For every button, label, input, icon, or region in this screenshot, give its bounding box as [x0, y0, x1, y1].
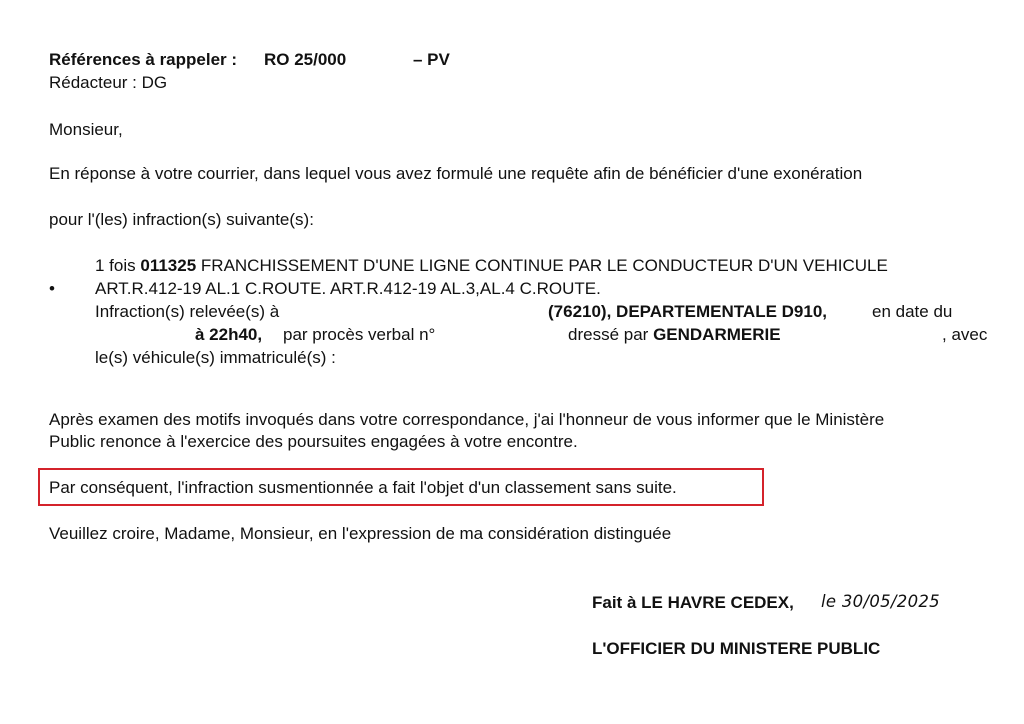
- infraction-authority: GENDARMERIE: [653, 325, 781, 344]
- infraction-line-1: [95, 256, 888, 276]
- pv-label: – PV: [413, 50, 450, 69]
- references-label: Références à rappeler :: [49, 50, 238, 69]
- infraction-pv-text: par procès verbal n°: [283, 325, 436, 344]
- infraction-vehicule: le(s) véhicule(s) immatriculé(s) :: [95, 348, 336, 367]
- signature-place: Fait à LE HAVRE CEDEX,: [592, 593, 794, 612]
- infraction-avec: , avec: [942, 325, 988, 344]
- closing-text: Veuillez croire, Madame, Monsieur, en l'expression de ma considération distinguée: [49, 524, 672, 543]
- consequence-text: Par conséquent, l'infraction susmentionnée a fait l'objet d'un classement sans suite.: [49, 478, 677, 497]
- infraction-description: FRANCHISSEMENT D'UNE LIGNE CONTINUE PAR LE CONDUCTEUR D'UN VEHICULE: [200, 256, 888, 275]
- infraction-dresse-par: [568, 325, 781, 345]
- references-value: RO 25/000: [264, 50, 347, 69]
- infraction-relevee: Infraction(s) relevée(s) à: [95, 302, 280, 321]
- infraction-code: 011325: [140, 256, 197, 275]
- intro-line-2: pour l'(les) infraction(s) suivante(s):: [49, 210, 314, 229]
- salutation: Monsieur,: [49, 120, 123, 139]
- decision-line-2: Public renonce à l'exercice des poursuites engagées à votre encontre.: [49, 432, 578, 451]
- infraction-count: 1 fois: [95, 256, 136, 275]
- decision-line-1: Après examen des motifs invoqués dans votre correspondance, j'ai l'honneur de vous informer que le Ministère: [49, 410, 885, 429]
- bullet: •: [49, 279, 55, 298]
- infraction-location: (76210), DEPARTEMENTALE D910,: [548, 302, 827, 321]
- infraction-articles: ART.R.412-19 AL.1 C.ROUTE. ART.R.412-19 AL.3,AL.4 C.ROUTE.: [95, 279, 601, 298]
- signature-date: le 30/05/2025: [821, 592, 940, 611]
- redacteur: Rédacteur : DG: [49, 73, 168, 92]
- intro-line-1: En réponse à votre courrier, dans lequel vous avez formulé une requête afin de bénéficier d'une exonération: [49, 164, 863, 183]
- signature-officer: L'OFFICIER DU MINISTERE PUBLIC: [592, 639, 881, 658]
- infraction-time: à 22h40,: [195, 325, 263, 344]
- infraction-en-date-du: en date du: [872, 302, 953, 321]
- dresse-par-label: dressé par: [568, 325, 649, 344]
